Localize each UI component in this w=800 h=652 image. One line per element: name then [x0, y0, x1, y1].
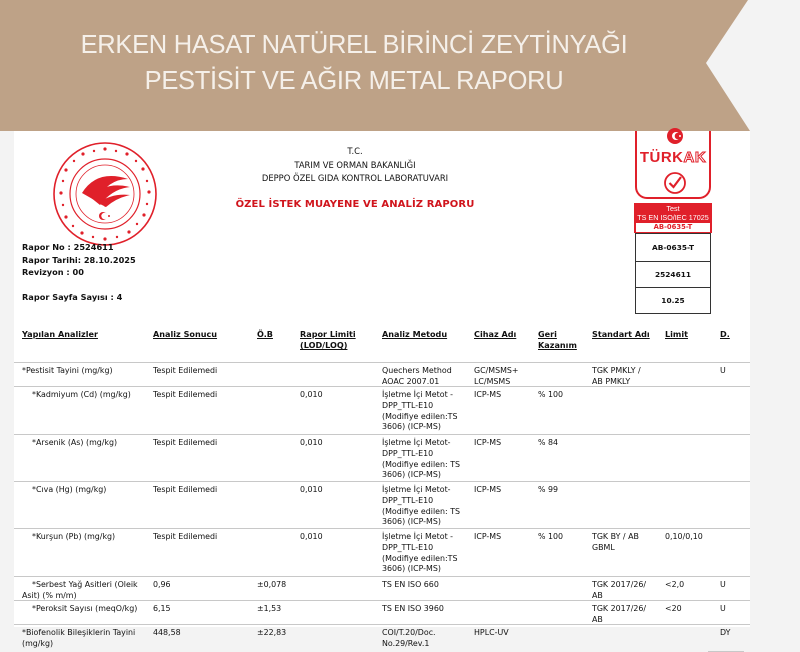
header-laboratory: DEPPO ÖZEL GIDA KONTROL LABORATUVARI [261, 173, 449, 183]
col-header-standard: Standart Adı [592, 329, 650, 339]
analysis-results-table [14, 326, 750, 652]
table-row: *Peroksit Sayısı (meqO/kg) 6,15 ±1,53 TS EN ISO 3960 TGK 2017/26/ AB <20 U [14, 600, 750, 624]
report-title: ÖZEL İSTEK MUAYENE VE ANALİZ RAPORU [235, 198, 475, 210]
turkak-logo [635, 131, 711, 199]
accreditation-info-cells [635, 233, 711, 314]
banner-title-line1: ERKEN HASAT NATÜREL BİRİNCİ ZEYTİNYAĞI [80, 30, 628, 59]
report-date: Rapor Tarihi: 28.10.2025 [22, 254, 136, 265]
col-header-limit: Limit [665, 329, 689, 339]
ministry-seal-icon [52, 141, 158, 247]
check-circle-icon [663, 171, 687, 195]
col-header-analyses: Yapılan Analizler [22, 329, 98, 339]
ministry-header [220, 145, 490, 211]
report-number-cell: 2524611 [636, 261, 710, 287]
report-revision: Revizyon : 00 [22, 267, 84, 277]
col-header-result: Analiz Sonucu [153, 329, 218, 339]
crescent-star-icon [665, 129, 685, 145]
banner-title-line2: PESTİSİT VE AĞIR METAL RAPORU [144, 66, 564, 95]
table-row: *Kurşun (Pb) (mg/kg) Tespit Edilemedi 0,010 İşletme İçi Metot - DPP_TTL-E10 (Modifiye edilen:TS 3606) (ICP-MS) ICP-MS % 100 TGK BY / AB GBML 0,10/0,10 [14, 528, 750, 576]
accreditation-block [634, 131, 712, 314]
report-meta [22, 241, 136, 303]
turkak-wordmark: TÜRKAK [639, 149, 707, 166]
table-row: *Cıva (Hg) (mg/kg) Tespit Edilemedi 0,010 İşletme İçi Metot- DPP_TTL-E10 (Modifiye edilen: TS 3606) (ICP-MS) ICP-MS % 99 [14, 481, 750, 528]
report-number: Rapor No : 2524611 [22, 242, 114, 252]
table-row: *Serbest Yağ Asitleri (Oleik Asit) (% m/m) 0,96 ±0,078 TS EN ISO 660 TGK 2017/26/ AB <2,0 U [14, 576, 750, 600]
col-header-report-limit: Rapor Limiti (LOD/LOQ) [300, 329, 356, 350]
table-row: *Pestisit Tayini (mg/kg) Tespit Edilemedi Quechers Method AOAC 2007.01 GC/MSMS+ LC/MSMS TGK PMKLY / AB PMKLY U [14, 362, 750, 386]
table-row: *Arsenik (As) (mg/kg) Tespit Edilemedi 0,010 İşletme İçi Metot- DPP_TTL-E10 (Modifiye edilen: TS 3606) (ICP-MS) ICP-MS % 84 [14, 434, 750, 481]
col-header-uncertainty: Ö.B [257, 329, 273, 339]
accreditation-code-cell: AB-0635-T [651, 243, 694, 252]
col-header-recovery: Geri Kazanım [538, 329, 577, 350]
report-page-count: Rapor Sayfa Sayısı : 4 [22, 291, 123, 302]
header-ministry: TARIM VE ORMAN BAKANLIĞI [294, 159, 416, 170]
accreditation-standard-badge: Test TS EN ISO/IEC 17025 AB-0635-T [634, 203, 712, 233]
header-tc: T.C. [347, 146, 363, 156]
table-row: *Kadmiyum (Cd) (mg/kg) Tespit Edilemedi 0,010 İşletme İçi Metot - DPP_TTL-E10 (Modifiye edilen:TS 3606) (ICP-MS) ICP-MS % 100 [14, 386, 750, 434]
form-version-cell: 10.25 [636, 287, 710, 313]
report-document [14, 131, 750, 648]
col-header-d: D. [720, 329, 730, 339]
col-header-method: Analiz Metodu [382, 329, 448, 339]
table-row: *Biofenolik Bileşiklerin Tayini (mg/kg) 448,58 ±22,83 COI/T.20/Doc. No.29/Rev.1 HPLC-UV DY [14, 624, 750, 652]
banner-title [0, 0, 700, 131]
table-header-row [14, 326, 750, 362]
col-header-device: Cihaz Adı [474, 329, 517, 339]
